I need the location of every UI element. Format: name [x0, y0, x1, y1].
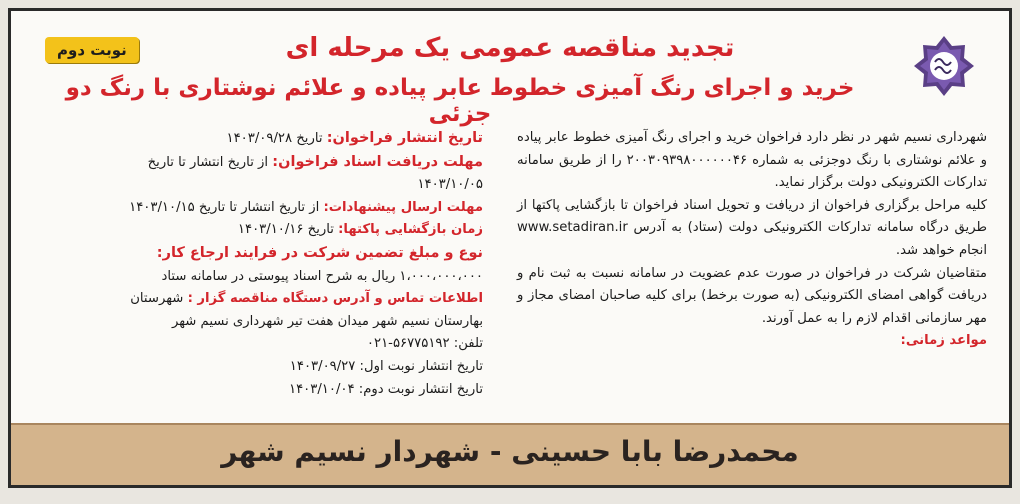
offer-deadline-row [37, 197, 483, 220]
signature-banner [11, 423, 1009, 485]
contact-phone: تلفن: ۵۶۷۷۵۱۹۲-۰۲۱ [366, 336, 483, 352]
notice-details [37, 127, 483, 401]
first-publication-date: تاریخ انتشار نوبت اول: ۱۴۰۳/۰۹/۲۷ [289, 358, 483, 374]
paragraph-process: کلیه مراحل برگزاری فراخوان از دریافت و تحویل اسناد فراخوان تا بازگشایی پاکتها از طریق درگاه سامانه تدارکات الکترونیکی دولت (ستاد) به آدرس www.setadiran.ir انجام خواهد شد. [517, 197, 987, 258]
docs-deadline-label: مهلت دریافت اسناد فراخوان: [272, 153, 483, 170]
publish-date-label: تاریخ انتشار فراخوان: [326, 130, 483, 146]
contact-address: بهارستان نسیم شهر میدان هفت تیر شهرداری نسیم شهر [171, 313, 483, 329]
publish-date-value: تاریخ ۱۴۰۳/۰۹/۲۸ [226, 131, 323, 146]
guarantee-label-row [37, 242, 483, 266]
mayor-signature: محمدرضا بابا حسینی - شهردار نسیم شهر [221, 435, 799, 468]
notice-title: تجدید مناقصه عمومی یک مرحله ای [285, 33, 735, 63]
contact-label: اطلاعات تماس و آدرس دستگاه مناقصه گزار : [187, 291, 483, 307]
paragraph-registration: متقاضیان شرکت در فراخوان در صورت عدم عضویت در سامانه نسبت به ثبت نام و دریافت گواهی امضای الکترونیکی (به صورت برخط) برای کلیه صاحبان امضای مجاز و مهر سازمانی اقدام لازم را به عمل آورند. [517, 265, 987, 326]
paragraph-intro: شهرداری نسیم شهر در نظر دارد فراخوان خرید و اجرای رنگ آمیزی خطوط عابر پیاده و علائم نوشتاری با رنگ دوجزئی به شماره ۲۰۰۳۰۹۳۹۸۰۰۰۰۰۰۴۶ را از طریق سامانه تدارکات الکترونیکی دولت برگزار نماید. [517, 130, 987, 191]
guarantee-value: ۱،۰۰۰،۰۰۰،۰۰۰ ریال به شرح اسناد پیوستی در سامانه ستاد [161, 268, 483, 284]
docs-deadline-value: از تاریخ انتشار تا تاریخ [147, 154, 269, 170]
second-publication-date: تاریخ انتشار نوبت دوم: ۱۴۰۳/۱۰/۰۴ [289, 381, 483, 397]
offer-deadline-label: مهلت ارسال پیشنهادات: [323, 199, 483, 215]
opening-date-value: تاریخ ۱۴۰۳/۱۰/۱۶ [237, 222, 334, 238]
opening-date-row [37, 219, 483, 242]
guarantee-label: نوع و مبلغ تضمین شرکت در فرایند ارجاع کار: [156, 244, 483, 261]
round-badge: نوبت دوم [45, 37, 139, 63]
contact-city: شهرستان [130, 291, 184, 307]
publish-date-row [37, 127, 483, 151]
docs-deadline-date: ۱۴۰۳/۱۰/۰۵ [417, 177, 483, 193]
notice-body [517, 127, 987, 353]
contact-row [37, 288, 483, 311]
municipality-emblem-icon [913, 35, 975, 97]
opening-date-label: زمان بازگشایی پاکتها: [338, 222, 483, 238]
tender-notice [8, 8, 1012, 488]
deadlines-label: مواعد زمانی: [900, 333, 987, 349]
offer-deadline-value: از تاریخ انتشار تا تاریخ ۱۴۰۳/۱۰/۱۵ [129, 199, 320, 215]
docs-deadline-row [37, 151, 483, 175]
notice-subtitle: خرید و اجرای رنگ آمیزی خطوط عابر پیاده و علائم نوشتاری با رنگ دو جزئی [65, 75, 855, 127]
